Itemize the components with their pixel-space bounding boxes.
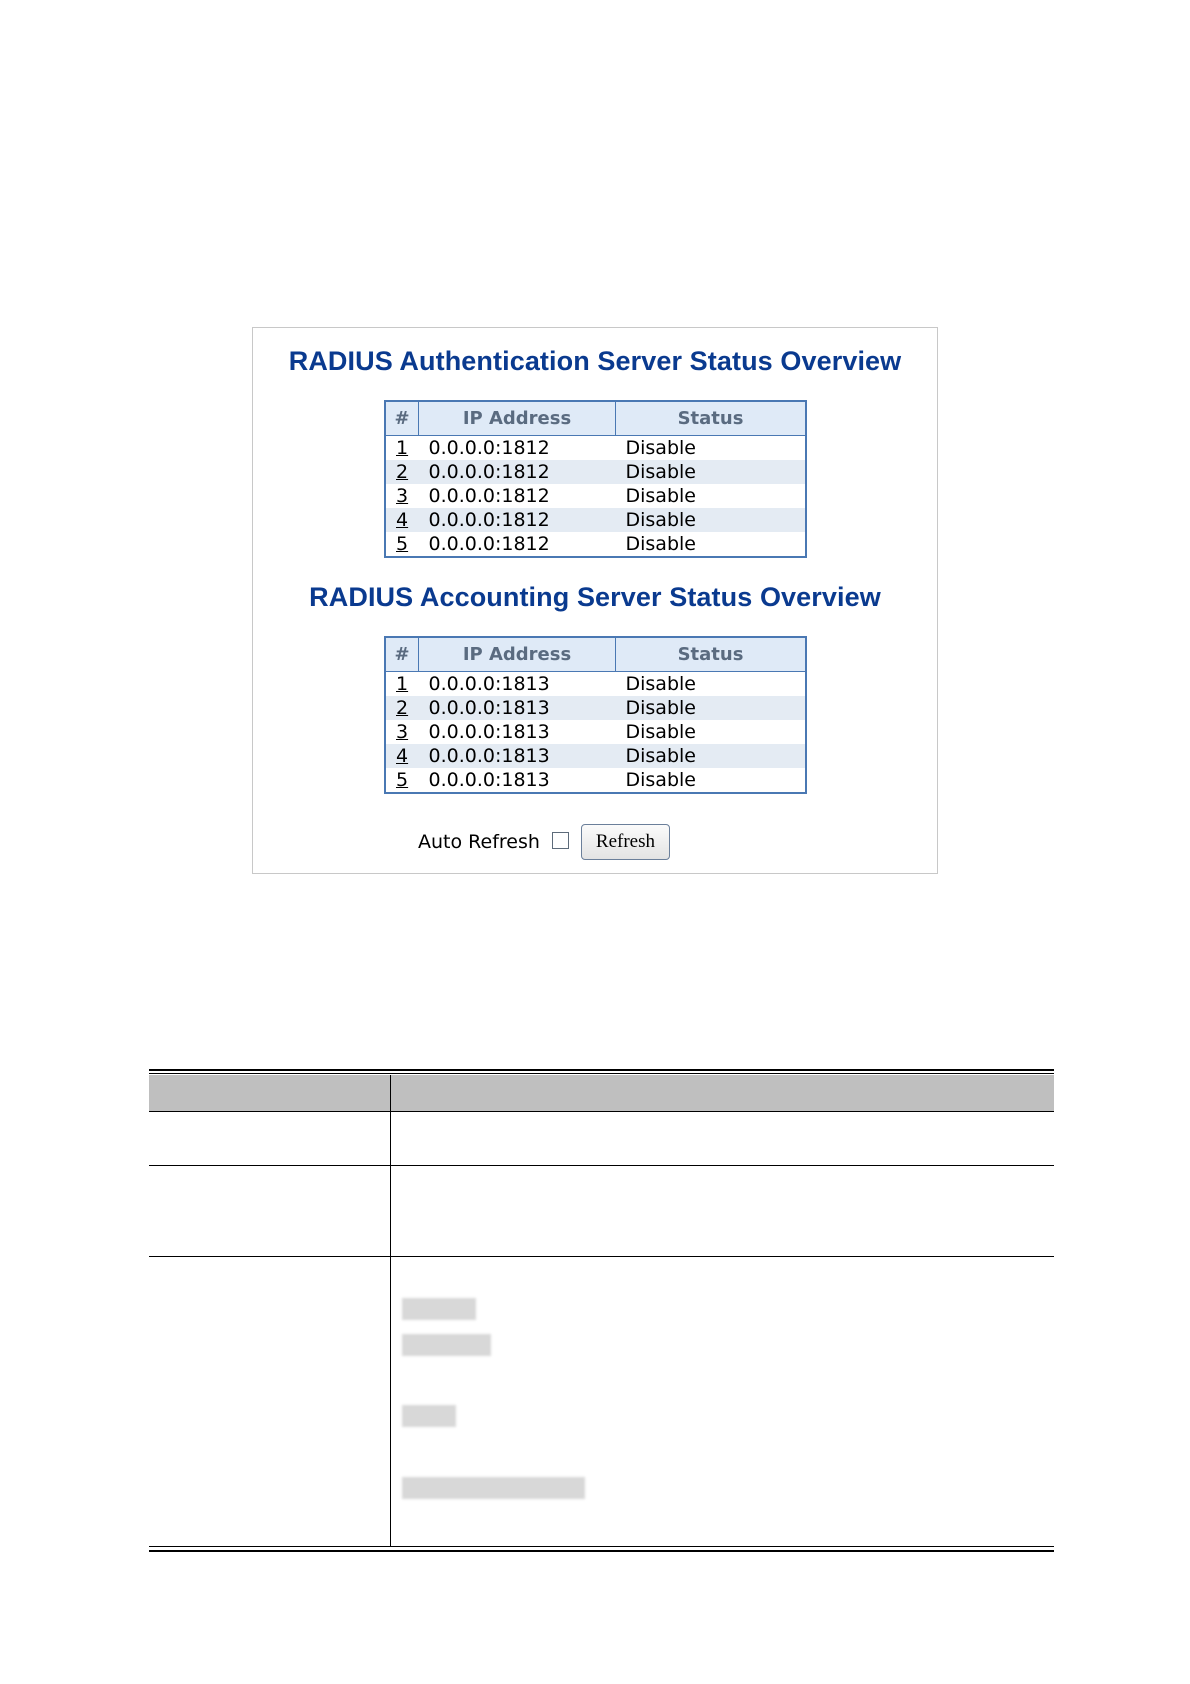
acct-server-link-4[interactable]: 4	[396, 745, 409, 767]
redacted-text	[402, 1298, 476, 1320]
table-row	[385, 768, 806, 793]
acct-ip-4: 0.0.0.0:1813	[419, 744, 616, 768]
acct-ip-1: 0.0.0.0:1813	[428, 673, 550, 695]
acct-status-4: Disable	[616, 744, 807, 768]
table-top-rule	[149, 1069, 1054, 1071]
acct-status-3: Disable	[625, 721, 696, 743]
auth-server-link-4[interactable]: 4	[396, 509, 409, 531]
auth-ip-3: 0.0.0.0:1812	[428, 485, 550, 507]
auth-header-status: Status	[616, 401, 807, 436]
acct-server-link-3[interactable]: 3	[396, 721, 409, 743]
acct-header-num: #	[385, 637, 419, 672]
auth-status-2: Disable	[616, 460, 807, 484]
acct-ip-2: 0.0.0.0:1813	[419, 696, 616, 720]
table-row	[385, 460, 806, 484]
header-divider	[149, 1111, 1054, 1112]
auth-status-1: Disable	[625, 437, 696, 459]
auto-refresh-checkbox[interactable]	[552, 832, 569, 849]
acct-header-status: Status	[616, 637, 807, 672]
acct-server-link-1[interactable]: 1	[396, 673, 409, 695]
acct-status-1: Disable	[625, 673, 696, 695]
auth-ip-4: 0.0.0.0:1812	[419, 508, 616, 532]
table-bottom-rule	[149, 1550, 1054, 1552]
auth-status-4: Disable	[616, 508, 807, 532]
refresh-button[interactable]: Refresh	[581, 824, 670, 860]
acct-server-link-5[interactable]: 5	[396, 769, 409, 791]
auth-server-link-1[interactable]: 1	[396, 437, 409, 459]
auth-header-ip: IP Address	[419, 401, 616, 436]
auth-header-num: #	[385, 401, 419, 436]
acct-status-5: Disable	[625, 769, 696, 791]
table-row	[385, 720, 806, 744]
table-row	[385, 744, 806, 768]
acct-status-2: Disable	[616, 696, 807, 720]
table-row	[385, 436, 806, 461]
auth-status-5: Disable	[625, 533, 696, 555]
description-table	[149, 1069, 1054, 1552]
auth-status-3: Disable	[625, 485, 696, 507]
auth-overview-title: RADIUS Authentication Server Status Overview	[288, 346, 902, 376]
acct-header-ip: IP Address	[419, 637, 616, 672]
row-divider	[149, 1256, 1054, 1257]
acct-ip-5: 0.0.0.0:1813	[428, 769, 550, 791]
table-row	[385, 484, 806, 508]
auth-server-table	[384, 400, 807, 558]
table-row	[385, 696, 806, 720]
radius-status-screenshot	[252, 327, 938, 874]
table-row	[385, 672, 806, 697]
refresh-controls	[418, 824, 670, 860]
auth-server-link-3[interactable]: 3	[396, 485, 409, 507]
auth-ip-1: 0.0.0.0:1812	[428, 437, 550, 459]
redacted-text	[402, 1477, 585, 1499]
table-row	[385, 532, 806, 557]
acct-server-link-2[interactable]: 2	[396, 697, 409, 719]
table-row	[385, 508, 806, 532]
column-divider	[390, 1075, 391, 1546]
auth-server-link-5[interactable]: 5	[396, 533, 409, 555]
table-header-band	[149, 1075, 1054, 1111]
acct-server-table	[384, 636, 807, 794]
redacted-text	[402, 1405, 456, 1427]
auto-refresh-label: Auto Refresh	[418, 831, 540, 853]
auth-ip-5: 0.0.0.0:1812	[428, 533, 550, 555]
acct-ip-3: 0.0.0.0:1813	[428, 721, 550, 743]
auth-server-link-2[interactable]: 2	[396, 461, 409, 483]
redacted-text	[402, 1334, 491, 1356]
acct-overview-title: RADIUS Accounting Server Status Overview	[309, 582, 881, 612]
table-bottom-rule-inner	[149, 1546, 1054, 1547]
auth-ip-2: 0.0.0.0:1812	[419, 460, 616, 484]
table-top-rule-inner	[149, 1073, 1054, 1074]
row-divider	[149, 1165, 1054, 1166]
